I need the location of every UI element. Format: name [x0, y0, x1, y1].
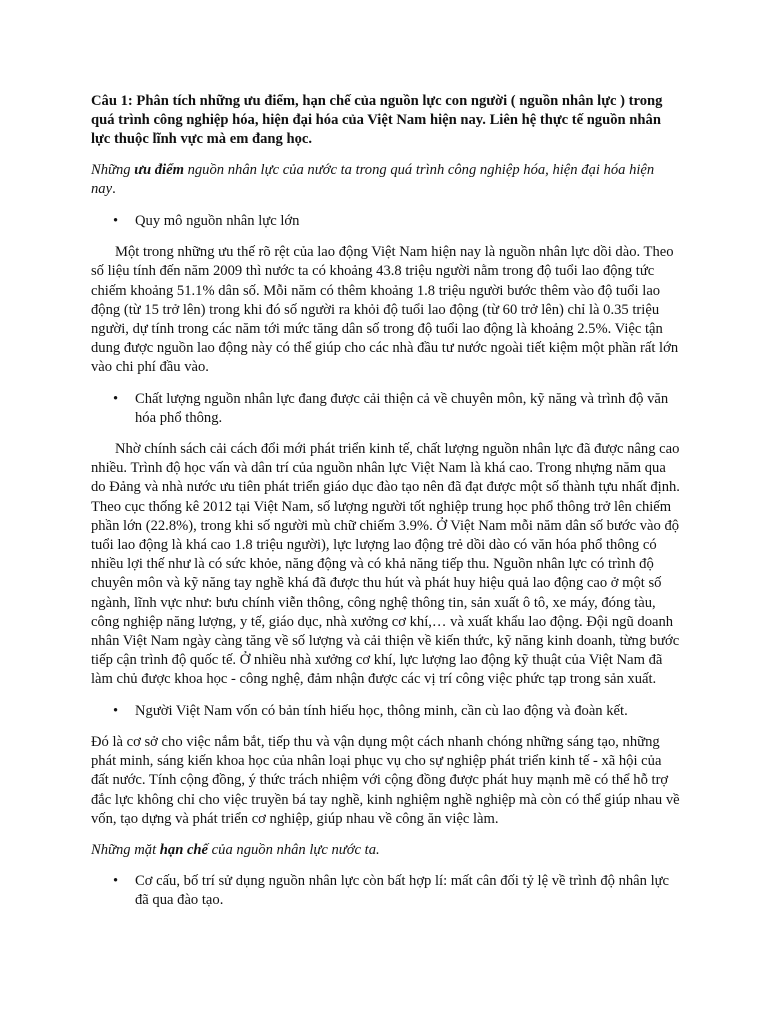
bullet-icon: • — [113, 702, 119, 719]
document-body — [91, 92, 681, 923]
paragraph-3: Đó là cơ sở cho việc nắm bắt, tiếp thu và vận dụng một cách nhanh chóng những sáng tạo, những phát minh, sáng kiến khoa học của nhân loại phục vụ cho sự nghiệp phát triển kinh tế - xã hội của đất nước. Tính cộng đồng, ý thức trách nhiệm với cộng đồng được phát huy mạnh mẽ có thể hỗ trợ đắc lực không chỉ cho việc truyền bá tay nghề, kinh nghiệm nghề nghiệp mà còn có thể giúp nhau về vốn, tạo dựng và phát triển cơ nghiệp, giúp nhau về công ăn việc làm. — [91, 733, 680, 827]
bullet-icon: • — [113, 213, 119, 230]
bullet-item-2 — [91, 390, 681, 428]
strengths-intro-end: . — [112, 180, 116, 197]
bullet-text: Người Việt Nam vốn có bản tính hiếu học, thông minh, cần cù lao động và đoàn kết. — [135, 702, 628, 719]
bullet-item-3 — [91, 702, 681, 721]
limits-intro-pre: Những mặt — [91, 841, 160, 858]
strengths-intro — [91, 161, 681, 199]
limits-intro-bold: hạn chế — [159, 841, 209, 858]
strengths-intro-pre: Những — [91, 161, 135, 178]
bullet-item-4 — [91, 872, 681, 910]
bullet-text: Quy mô nguồn nhân lực lớn — [135, 213, 300, 230]
limits-intro-post: của nguồn nhân lực nước ta. — [208, 841, 380, 858]
bullet-text: Cơ cấu, bố trí sử dụng nguồn nhân lực còn bất hợp lí: mất cân đối tỷ lệ về trình độ nhân lực đã qua đào tạo. — [135, 873, 670, 909]
question-heading: Câu 1: Phân tích những ưu điểm, hạn chế của nguồn lực con người ( nguồn nhân lực ) trong quá trình công nghiệp hóa, hiện đại hóa của Việt Nam hiện nay. Liên hệ thực tế nguồn nhân lực thuộc lĩnh vực mà em đang học. — [91, 93, 663, 148]
paragraph-1: Một trong những ưu thế rõ rệt của lao động Việt Nam hiện nay là nguồn nhân lực dồi dào. Theo số liệu tính đến năm 2009 thì nước ta có khoảng 43.8 triệu người nằm trong độ tuổi lao động tức chiếm khoảng 51.1% dân số. Mỗi năm có thêm khoảng 1.8 triệu người bước thêm vào độ tuổi lao động (từ 15 trở lên) trong khi đó số người ra khỏi độ tuổi lao động (từ 60 trở lên) chỉ là 0.35 triệu người, dự tính trong các năm tới mức tăng dân số trong độ tuổi lao động là khoảng 2.5%. Việc tận dung được nguồn lao động này có thể giúp cho các nhà đầu tư nước ngoài tiết kiệm một phần rất lớn vào chi phí đầu vào. — [91, 244, 679, 376]
bullet-icon: • — [113, 390, 119, 407]
bullet-icon: • — [113, 873, 119, 890]
strengths-intro-bold: ưu điểm — [134, 161, 184, 178]
bullet-item-1 — [91, 212, 681, 231]
strengths-intro-post: nguồn nhân lực của nước ta trong quá trình công nghiệp hóa, hiện đại hóa hiện nay — [91, 161, 655, 197]
limits-intro — [91, 841, 681, 860]
paragraph-2: Nhờ chính sách cải cách đổi mới phát triển kinh tế, chất lượng nguồn nhân lực đã được nâng cao nhiều. Trình độ học vấn và dân trí của nguồn nhân lực Việt Nam là khá cao. Trong nhựng năm qua do Đảng và nhà nước ưu tiên phát triển giáo dục đào tạo nên đã đạt được một số thành tựu nhất định. Theo cục thống kê 2012 tại Việt Nam, số lượng người tốt nghiệp trung học phổ thông trở lên chiếm phần lớn (22.8%), trong khi số người mù chữ chiếm 3.9%. Ở Việt Nam mỗi năm dân số bước vào độ tuổi lao động là khá cao 1.8 triệu người), lực lượng lao động trẻ dồi dào có văn hóa phổ thông có nhiều lợi thế như là có sức khỏe, năng động và có khả năng tiếp thu. Nguồn nhân lực có trình độ chuyên môn và kỹ năng tay nghề khá đã được thu hút và phát huy hiệu quả lao động cao ở một số ngành, lĩnh vực như: bưu chính viễn thông, công nghệ thông tin, sản xuất ô tô, xe máy, đóng tàu, công nghiệp năng lượng, y tế, giáo dục, nhà xưởng cơ khí,… và xuất khẩu lao động. Đội ngũ doanh nhân Việt Nam ngày càng tăng về số lượng và cải thiện về kiến thức, kỹ năng kinh doanh, từng bước tiếp cận trình độ quốc tế. Ở nhiều nhà xưởng cơ khí, lực lượng lao động kỹ thuật của Việt Nam đã làm chủ được khoa học - công nghệ, đảm nhận được các vị trí công việc phức tạp trong sản xuất. — [91, 441, 680, 688]
bullet-text: Chất lượng nguồn nhân lực đang được cải thiện cả về chuyên môn, kỹ năng và trình độ văn hóa phổ thông. — [135, 390, 669, 426]
